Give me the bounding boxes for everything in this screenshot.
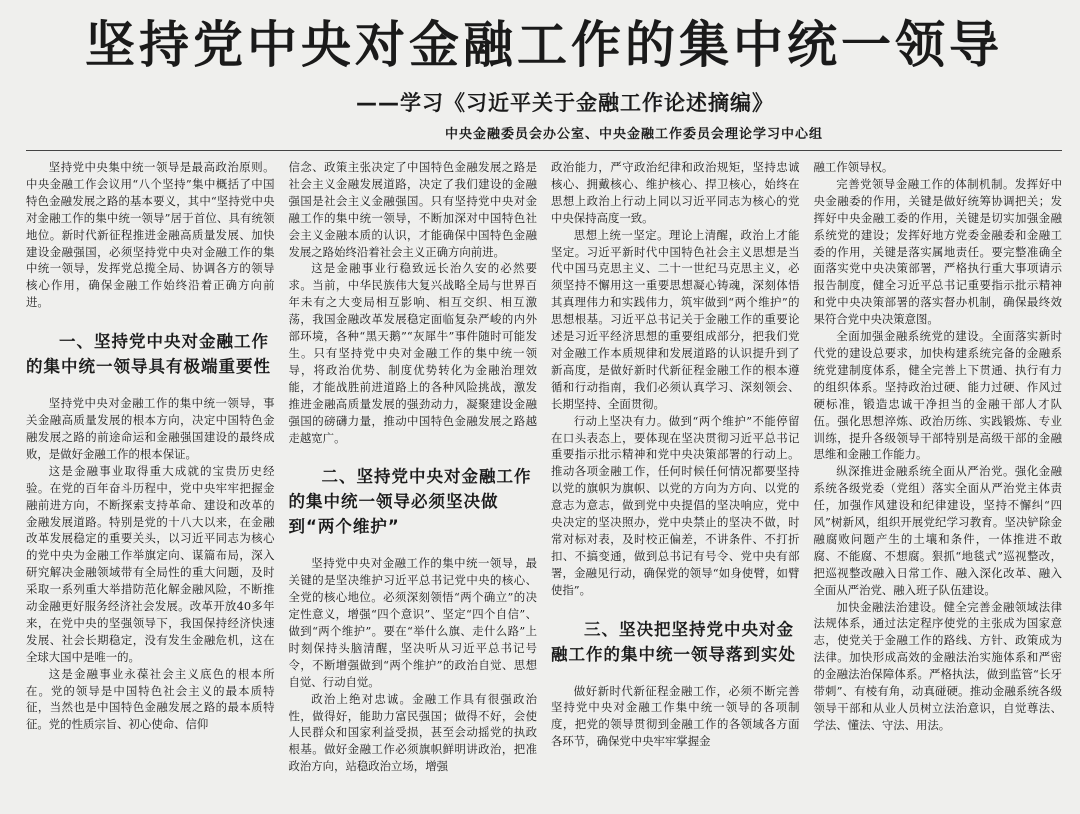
article-body <box>26 159 1062 799</box>
paragraph: 加快金融法治建设。健全完善金融领域法律法规体系，通过法定程序使党的主张成为国家意志，使党关于金融工作的路线、方针、政策成为法律。加快形成高效的金融法治实施体系和严密的金融法治保障体系。严格执法，做到监管“长牙带刺”、有棱有角，动真碰硬。推动金融系统各级领导干部和从业人员树立法治意识，自觉尊法、学法、懂法、守法、用法。 <box>813 599 1062 732</box>
paragraph: 做好新时代新征程金融工作，必须不断完善坚持党中央对金融工作集中统一领导的各项制度，把党的领导贯彻到金融工作的各领域各方面各环节，确保党中央牢牢掌握金 <box>551 683 800 749</box>
paragraph: 信念、政策主张决定了中国特色金融发展之路是社会主义金融发展道路，决定了我们建设的金融强国是社会主义金融强国。只有坚持党中央对金融工作的集中统一领导，不断加深对中国特色社会主义金融本质的认识，才能确保中国特色金融发展之路始终沿着社会主义正确方向前进。 <box>288 160 537 259</box>
header-divider <box>26 150 1062 151</box>
paragraph: 融工作领导权。 <box>813 160 894 174</box>
article-title: 坚持党中央对金融工作的集中统一领导 <box>85 16 1003 74</box>
paragraph: 思想上统一坚定。理论上清醒，政治上才能坚定。习近平新时代中国特色社会主义思想是当代中国马克思主义、二十一世纪马克思主义，必须坚持不懈用这一重要思想凝心铸魂，深刻体悟其真理伟力和实践伟力，筑牢做到“两个维护”的思想根基。习近平总书记关于金融工作的重要论述是习近平经济思想的重要组成部分，把我们党对金融工作本质规律和发展道路的认识提升到了新高度，是做好新时代新征程金融工作的根本遵循和行动指南，我们必须认真学习、深刻领会、长期坚持、全面贯彻。 <box>551 227 800 411</box>
paragraph: 坚持党中央对金融工作的集中统一领导，事关金融高质量发展的根本方向，决定中国特色金融发展之路的前途命运和金融强国建设的最终成败，是做好金融工作的根本保证。 <box>26 396 275 461</box>
section-heading: 一、坚持党中央对金融工作的集中统一领导具有极端重要性 <box>26 332 271 377</box>
paragraph: 这是金融事业永葆社会主义底色的根本所在。党的领导是中国特色社会主义的最本质特征，当然也是中国特色金融发展之路的最本质特征。党的性质宗旨、初心使命、信仰 <box>26 666 275 732</box>
text-column-1 <box>26 159 275 799</box>
article-subtitle: ——学习《习近平关于金融工作论述摘编》 <box>356 91 774 115</box>
paragraph: 完善党领导金融工作的体制机制。发挥好中央金融委的作用，关键是做好统筹协调把关；发挥好中央金融工委的作用，关键是切实加强金融系统党的建设；发挥好地方党委金融委和金融工委的作用，关键是落实属地责任。要完整准确全面落实党中央决策部署，严格执行重大事项请示报告制度，健全习近平总书记重要指示批示精神和党中央决策部署的落实督办机制，确保最终效果符合党中央决策意图。 <box>813 176 1062 327</box>
article-byline: 中央金融委员会办公室、中央金融工作委员会理论学习中心组 <box>444 127 823 142</box>
paragraph: 行动上坚决有力。做到“两个维护”不能停留在口头表态上，要体现在坚决贯彻习近平总书记重要指示批示精神和党中央决策部署的行动上。推动各项金融工作，任何时候任何情况都要坚持以党的旗帜为旗帜、以党的方向为方向、以党的意志为意志，做到党中央提倡的坚决响应，党中央决定的坚决照办，党中央禁止的坚决不做，时常对标对表，及时校正偏差，不讲条件、不打折扣、不搞变通，做到总书记有号令、党中央有部署，金融见行动，确保党的领导“如身使臂，如臂使指”。 <box>551 413 800 597</box>
section-heading: 二、坚持党中央对金融工作的集中统一领导必须坚决做到“两个维护” <box>288 467 532 537</box>
paragraph: 纵深推进金融系统全面从严治党。强化金融系统各级党委（党组）落实全面从严治党主体责任，加强作风建设和纪律建设，坚持不懈纠“四风”树新风，组织开展党纪学习教育。坚决铲除金融腐败问题产生的土壤和条件，一体推进不敢腐、不能腐、不想腐。狠抓“地毯式”巡视整改，把巡视整改融入日常工作、融入深化改革、融入全面从严治党、融入班子队伍建设。 <box>813 464 1062 597</box>
text-column-2 <box>289 159 538 799</box>
paragraph: 这是金融事业取得重大成就的宝贵历史经验。在党的百年奋斗历程中，党中央牢牢把握金融前进方向，不断探索支持革命、建设和改革的金融发展道路。特别是党的十八大以来，在金融改革发展稳定的重要关头，以习近平同志为核心的党中央为金融工作举旗定向、谋篇布局，深入研究解决金融领域带有全局性的重大问题，及时采取一系列重大举措防范化解金融风险，不断推动金融更好服务经济社会发展。改革开放40多年来，在党中央的坚强领导下，我国保持经济快速发展、社会长期稳定，没有发生金融危机，这在全球大国中是唯一的。 <box>26 463 275 664</box>
paragraph: 这是金融事业行稳致远长治久安的必然要求。当前，中华民族伟大复兴战略全局与世界百年未有之大变局相互影响、相互交织、相互激荡，我国金融改革发展稳定面临复杂严峻的内外部环境，各种“黑天鹅”“灰犀牛”事件随时可能发生。只有坚持党中央对金融工作的集中统一领导，将政治优势、制度优势转化为金融治理效能，才能战胜前进道路上的各种风险挑战，激发推进金融高质量发展的强劲动力，凝聚建设金融强国的磅礴力量，推动中国特色金融发展之路越走越宽广。 <box>288 261 537 445</box>
paragraph: 坚持党中央对金融工作的集中统一领导，最关键的是坚决维护习近平总书记党中央的核心、全党的核心地位。必须深刻领悟“两个确立”的决定性意义，增强“四个意识”、坚定“四个自信”、做到“两个维护”。要在“举什么旗、走什么路”上时刻保持头脑清醒，坚决听从习近平总书记号令，不断增强做到“两个维护”的政治自觉、思想自觉、行动自觉。 <box>288 556 537 689</box>
paragraph: 政治能力，严守政治纪律和政治规矩，坚持忠诚核心、拥戴核心、维护核心、捍卫核心，始终在思想上政治上行动上同以习近平同志为核心的党中央保持高度一致。 <box>551 160 800 225</box>
text-column-3 <box>551 159 800 799</box>
section-heading: 三、坚决把坚持党中央对金融工作的集中统一领导落到实处 <box>551 619 796 664</box>
paragraph: 坚持党中央集中统一领导是最高政治原则。中央金融工作会议用“八个坚持”集中概括了中国特色金融发展之路的基本要义，其中“坚持党中央对金融工作的集中统一领导”居于首位、具有统领地位。新时代新征程推进金融高质量发展、加快建设金融强国，必须坚持党中央对金融工作的集中统一领导，发挥党总揽全局、协调各方的领导核心作用，确保金融工作始终沿着正确方向前进。 <box>26 160 275 310</box>
paragraph: 全面加强金融系统党的建设。全面落实新时代党的建设总要求，加快构建系统完备的金融系统党建制度体系，健全完善上下贯通、执行有力的组织体系。坚持政治过硬、能力过硬、作风过硬标准，锻造忠诚干净担当的金融干部人才队伍。强化思想淬炼、政治历练、实践锻炼、专业训练，提升各级领导干部特别是高级干部的金融思维和金融工作能力。 <box>813 329 1062 462</box>
paragraph: 政治上绝对忠诚。金融工作具有很强政治性，做得好，能助力富民强国；做得不好，会使人民群众和国家利益受损，甚至会动摇党的执政根基。做好金融工作必须旗帜鲜明讲政治，把准政治方向，站稳政治立场，增强 <box>288 691 537 774</box>
text-column-4 <box>814 159 1063 799</box>
